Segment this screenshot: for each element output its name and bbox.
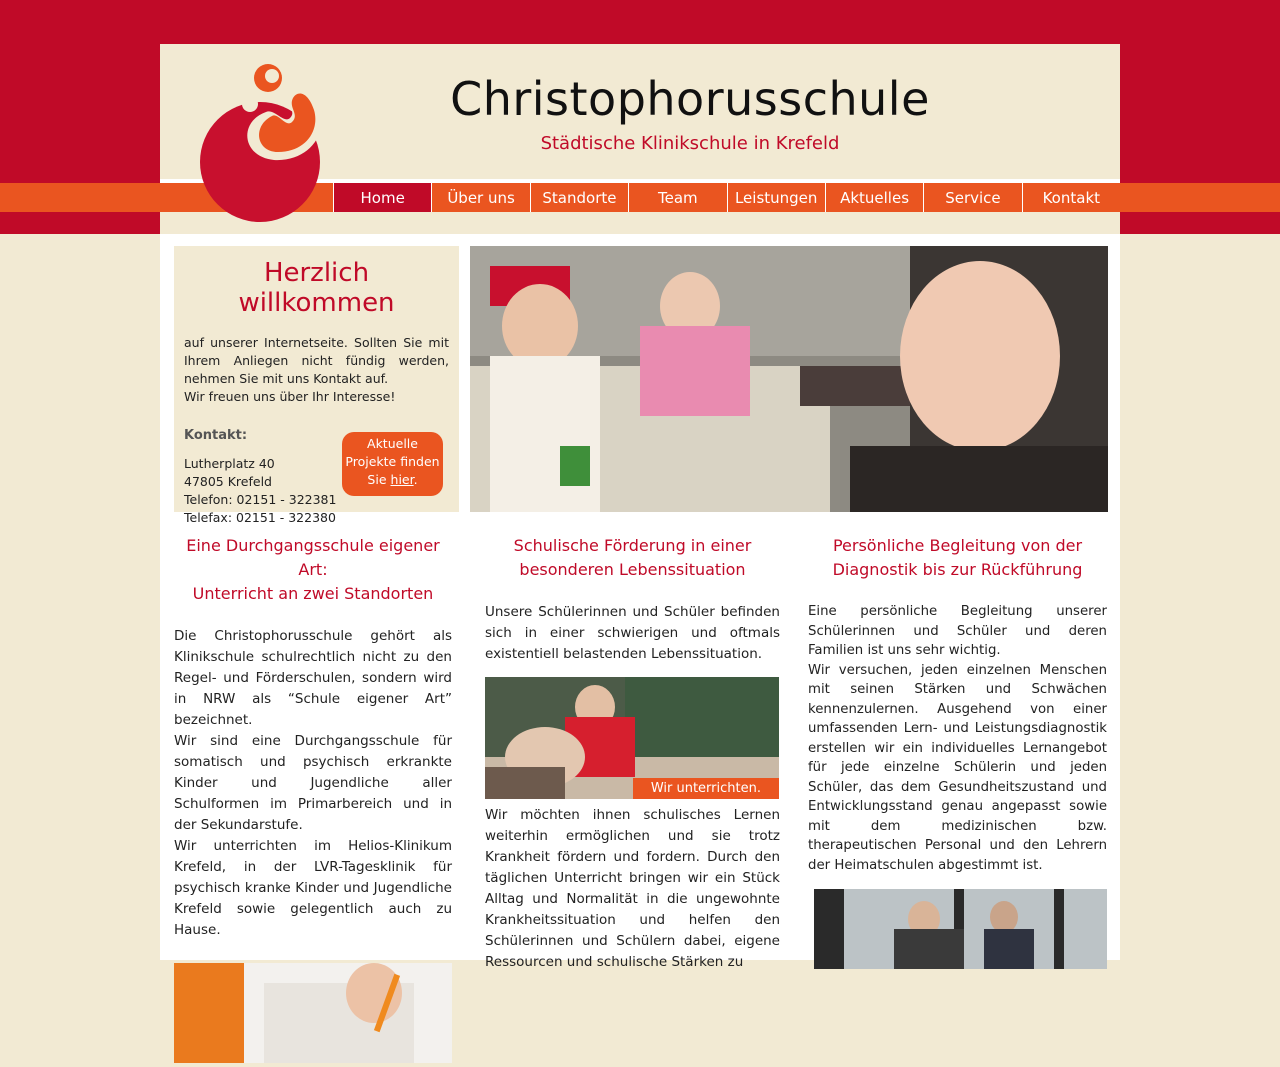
column-2-title: [485, 534, 780, 582]
column-1-title: [174, 534, 452, 606]
projects-badge: Aktuelle Projekte finden Sie hier.: [342, 432, 443, 496]
nav-team[interactable]: Team: [628, 183, 726, 212]
column-1-photo: [174, 963, 452, 1063]
column-3-photo: [814, 889, 1107, 969]
welcome-text-2: Wir freuen uns über Ihr Interesse!: [184, 389, 396, 404]
column-2-text: [485, 602, 780, 665]
column-3-text: [808, 602, 1107, 875]
nav-home[interactable]: Home: [333, 183, 431, 212]
nav-leistungen[interactable]: Leistungen: [727, 183, 825, 212]
column-3-title-line1: Persönliche Begleitung von der: [832, 536, 1083, 555]
welcome-box: [174, 246, 459, 525]
kontakt-fax: Telefax: 02151 - 322380: [184, 510, 336, 525]
column-2: [485, 534, 780, 973]
column-1-p1: Die Christophorusschule gehört als Klinikschule schulrechtlich nicht zu den Regel- und Förderschulen, sondern wird in NRW als “Schule eigener Art” bezeichnet.: [174, 628, 452, 728]
column-1-p3: Wir unterrichten im Helios-Klinikum Krefeld, in der LVR-Tagesklinik für psychisch kranke Kinder und Jugendliche Krefeld sowie gelegentlich auch zu Hause.: [174, 838, 452, 938]
column-1-text: [174, 626, 452, 941]
nav-standorte[interactable]: Standorte: [530, 183, 628, 212]
nav-ueber-uns[interactable]: Über uns: [431, 183, 529, 212]
column-3-title: [808, 534, 1107, 582]
hero-photo: [470, 246, 1108, 512]
site-title: Christophorusschule: [450, 72, 930, 126]
column-1-title-line1: Eine Durchgangsschule eigener Art:: [186, 536, 440, 579]
projects-text: Aktuelle Projekte finden Sie: [345, 436, 440, 487]
school-logo[interactable]: [198, 52, 338, 227]
column-3: [808, 534, 1107, 973]
column-3-p2: Wir versuchen, jeden einzelnen Menschen mit seinen Stärken und Schwächen kennenzulernen. Ausgehend von einer umfassenden Lern- und Leistungsdiagnostik erstellen wir ein individuelles Lernangebot für jede einzelne Schülerin und jeden Schüler, das dem Gesundheitszustand und Entwicklungsstand genau angepasst sowie mit dem medizinischen bzw. therapeutischen Personal und den Lehrern der Heimatschulen abgestimmt ist.: [808, 662, 1107, 873]
main-nav: [333, 183, 1120, 212]
kontakt-phone: Telefon: 02151 - 322381: [184, 492, 337, 507]
column-2-text-2: [485, 805, 780, 973]
column-2-title-line2: besonderen Lebenssituation: [519, 560, 746, 579]
projects-link[interactable]: hier: [390, 472, 414, 487]
kontakt-label: Kontakt:: [184, 428, 248, 443]
column-1-title-line2: Unterricht an zwei Standorten: [192, 584, 434, 603]
kontakt-address: Lutherplatz 40: [184, 456, 275, 471]
column-2-title-line1: Schulische Förderung in einer: [513, 536, 752, 555]
nav-aktuelles[interactable]: Aktuelles: [825, 183, 923, 212]
column-3-title-line2: Diagnostik bis zur Rückführung: [832, 560, 1083, 579]
column-2-p2: Wir möchten ihnen schulisches Lernen weiterhin ermöglichen und sie trotz Krankheit fördern und fordern. Durch den täglichen Unterricht bringen wir ein Stück Alltag und Normalität in die ungewohnte Krankheitssituation und helfen den Schülerinnen und Schülern dabei, eigene Ressourcen und schulische Stärken zu: [485, 807, 780, 970]
column-2-p1: Unsere Schülerinnen und Schüler befinden sich in einer schwierigen und oftmals existentiell belastenden Lebenssituation.: [485, 604, 780, 662]
kontakt-city: 47805 Krefeld: [184, 474, 272, 489]
welcome-title: Herzlich willkommen: [238, 258, 395, 318]
site-subtitle: Städtische Klinikschule in Krefeld: [540, 133, 840, 154]
column-2-photo-frame: [485, 677, 779, 799]
column-3-p1: Eine persönliche Begleitung unserer Schülerinnen und Schüler und deren Familien ist uns sehr wichtig.: [808, 604, 1107, 658]
nav-kontakt[interactable]: Kontakt: [1022, 183, 1120, 212]
welcome-text: auf unserer Internetseite. Sollten Sie mit Ihrem Anliegen nicht fündig werden, nehmen Sie mit uns Kontakt auf.: [184, 335, 449, 386]
column-1-p2: Wir sind eine Durchgangsschule für somatisch und psychisch erkrankte Kinder und Jugendliche aller Schulformen im Primarbereich und in der Sekundarstufe.: [174, 733, 452, 833]
column-1: [174, 534, 452, 1067]
nav-service[interactable]: Service: [923, 183, 1021, 212]
column-2-caption: Wir unterrichten.: [633, 778, 779, 799]
page-container: [160, 44, 1120, 970]
